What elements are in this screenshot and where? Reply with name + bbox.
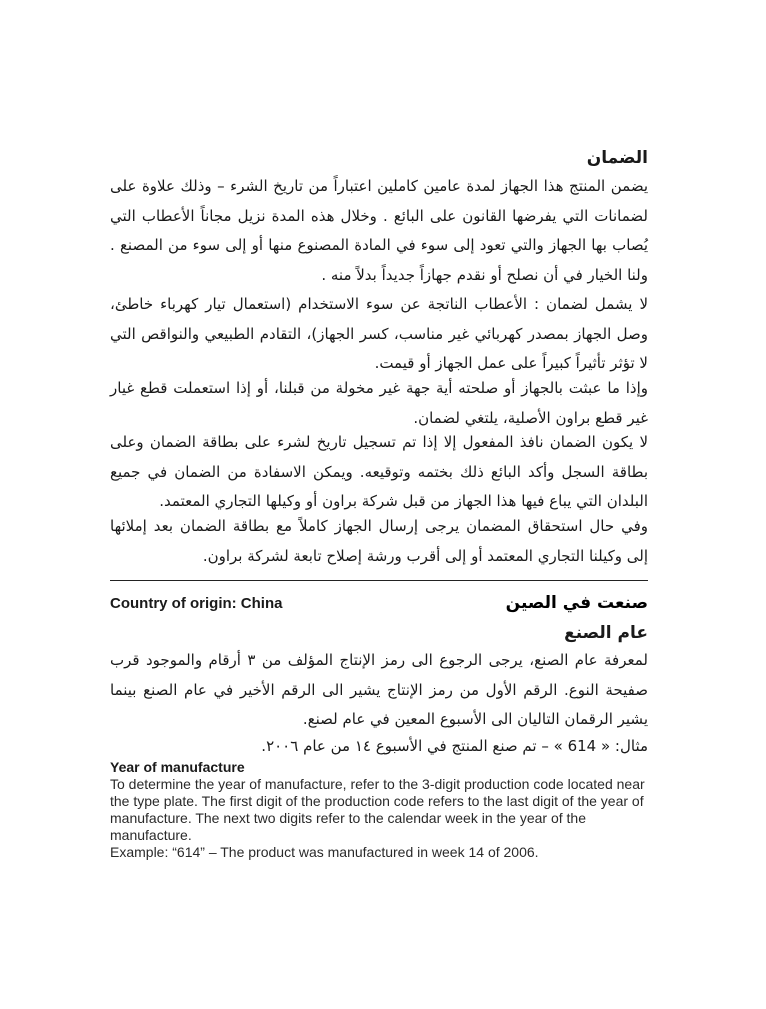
manufacture-year-title-english: Year of manufacture (110, 759, 245, 775)
guarantee-title: الضمان (586, 148, 648, 168)
manufacture-year-example-arabic: مثال: « 614 » – تم صنع المنتج في الأسبوع ١٤ من عام ٢٠٠٦. (261, 737, 648, 755)
manufacture-year-body-arabic: لمعرفة عام الصنع، يرجى الرجوع الى رمز الإنتاج المؤلف من ٣ أرقام والموجود قرب صفيحة النوع. الرقم الأول من رمز الإنتاج يشير الى الرقم الأخير في عام الصنع بينما يشير الرقمان التاليان الى الأسبوع المعين في عام لصنع. (110, 651, 648, 728)
country-of-origin-arabic: صنعت في الصين (505, 593, 648, 613)
manufacture-year-body-english (110, 776, 650, 861)
guarantee-paragraph-1: يضمن المنتج هذا الجهاز لمدة عامين كاملين اعتباراً من تاريخ الشرء – وذلك علاوة على لضمانات التي يفرضها القانون على البائع . وخلال هذه المدة نزيل مجاناً الأعطاب التي يُصاب بها الجهاز والتي تعود إلى سوء في المادة المصنوع منها أو إلى سوء من المصنع . ولنا الخيار في أن نصلح أو نقدم جهازاً جديداً بدلاً منه . (110, 177, 648, 284)
guarantee-paragraph-5: وفي حال استحقاق المضمان يرجى إرسال الجهاز كاملاً مع بطاقة الضمان بعد إملائها إلى وكيلنا التجاري المعتمد أو إلى أقرب ورشة إصلاح تابعة لشركة براون. (110, 517, 648, 565)
country-of-origin-english: Country of origin: China (110, 595, 283, 612)
guarantee-paragraph-3: وإذا ما عبثت بالجهاز أو صلحته أية جهة غير مخولة من قبلنا، أو إذا استعملت قطع غيار غير قطع براون الأصلية، يلتغي لضمان. (110, 379, 648, 427)
guarantee-paragraph-4: لا يكون الضمان نافذ المفعول إلا إذا تم تسجيل تاريخ لشرء على بطاقة الضمان وعلى بطاقة السجل وأكد البائع ذلك بختمه وتوقيعه. ويمكن الاسفادة من الضمان في جميع البلدان التي يباع فيها هذا الجهاز من قبل شركة براون أو وكيلها التجاري المعتمد. (110, 433, 648, 510)
manufacture-year-example-english: Example: “614” – The product was manufactured in week 14 of 2006. (110, 844, 539, 860)
manufacture-year-title-arabic: عام الصنع (564, 623, 648, 643)
manufacture-year-text-english: To determine the year of manufacture, refer to the 3-digit production code located near the type plate. The first digit of the production code refers to the last digit of the year of manufacture. The next two digits refer to the calendar week in the year of the manufacture. (110, 776, 645, 843)
section-divider (110, 580, 648, 581)
guarantee-paragraph-2: لا يشمل لضمان : الأعطاب الناتجة عن سوء الاستخدام (استعمال تيار كهرباء خاطئ، وصل الجهاز بمصدر كهربائي غير مناسب، كسر الجهاز)، التقادم الطبيعي والنواقص التي لا تؤثر تأثيراً كبيراً على عمل الجهاز أو قيمت. (110, 295, 648, 372)
